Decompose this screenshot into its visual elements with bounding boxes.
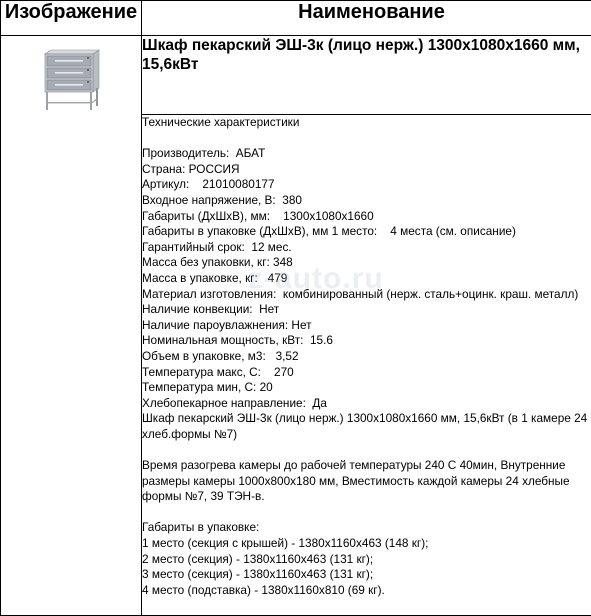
watermark: z-auto.ru <box>248 262 384 296</box>
product-row <box>1 36 591 115</box>
description-line: Материал изготовления: комбинированный (нерж. сталь+оцинк. краш. металл) <box>142 287 591 303</box>
description-line: Время разогрева камеры до рабочей температуры 240 С 40мин, Внутренние размеры камеры 1000х800х180 мм, Вместимость каждой камеры 24 хлебные формы №7, 39 ТЭН-в. <box>142 458 591 505</box>
description-line: Производитель: АБАТ <box>142 146 591 162</box>
description-line: Наличие пароувлажнения: Нет <box>142 318 591 334</box>
description-line: Габариты в упаковке: <box>142 520 591 536</box>
description-line: Артикул: 21010080177 <box>142 177 591 193</box>
product-title: Шкаф пекарский ЭШ-3к (лицо нерж.) 1300х1080х1660 мм, 15,6кВт <box>142 36 591 115</box>
header-name: Наименование <box>142 1 591 36</box>
description-line: Температура макс, С: 270 <box>142 365 591 381</box>
description-line: Гарантийный срок: 12 мес. <box>142 240 591 256</box>
description-line: Технические характеристики <box>142 115 591 131</box>
description-line <box>142 442 591 458</box>
description-line: Входное напряжение, В: 380 <box>142 193 591 209</box>
description-line: Габариты (ДхШхВ), мм: 1300x1080x1660 <box>142 209 591 225</box>
product-description <box>142 115 591 616</box>
description-line: Наличие конвекции: Нет <box>142 302 591 318</box>
header-image: Изображение <box>1 1 142 36</box>
description-line: Номинальная мощность, кВт: 15.6 <box>142 333 591 349</box>
description-line: Страна: РОССИЯ <box>142 162 591 178</box>
description-line <box>142 131 591 147</box>
description-line: 3 место (секция) - 1380х1160х463 (131 кг); <box>142 567 591 583</box>
description-line: Температура мин, С: 20 <box>142 380 591 396</box>
description-line: Габариты в упаковке (ДхШхВ), мм 1 место: 4 места (см. описание) <box>142 224 591 240</box>
product-image-cell <box>1 36 142 616</box>
description-line: 2 место (секция) - 1380х1160х463 (131 кг); <box>142 552 591 568</box>
description-line: Шкаф пекарский ЭШ-3к (лицо нерж.) 1300х1080х1660 мм, 15,6кВт (в 1 камере 24 хлеб.формы №7) <box>142 411 591 442</box>
table-header-row <box>1 1 591 36</box>
description-line: Масса в упаковке, кг: 479 <box>142 271 591 287</box>
description-line: Хлебопекарное направление: Да <box>142 396 591 412</box>
description-line: Масса без упаковки, кг: 348 <box>142 255 591 271</box>
description-line: 4 место (подставка) - 1380х1160х810 (69 кг). <box>142 583 591 599</box>
description-line: 1 место (секция с крышей) - 1380х1160х463 (148 кг); <box>142 536 591 552</box>
bakery-oven-icon <box>41 48 101 112</box>
description-line: Объем в упаковке, м3: 3,52 <box>142 349 591 365</box>
description-line <box>142 505 591 521</box>
